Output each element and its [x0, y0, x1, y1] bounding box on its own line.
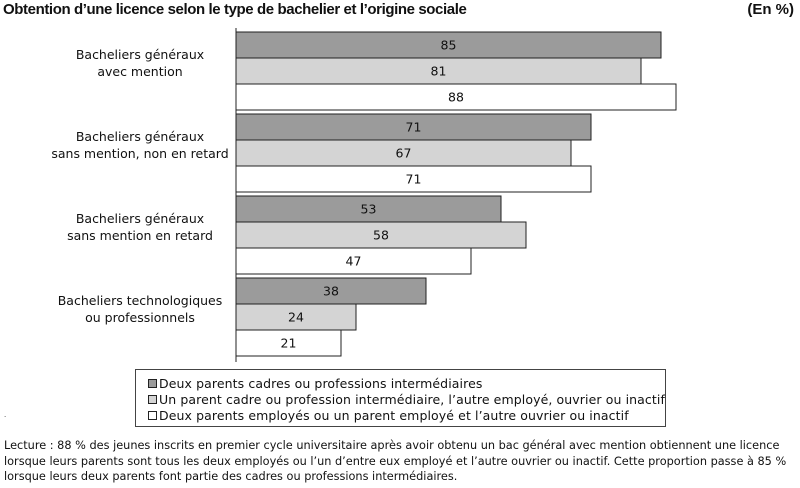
category-label: Bacheliers généraux — [75, 211, 205, 226]
bar-data-label: 53 — [360, 201, 377, 217]
bar-data-label: 24 — [288, 309, 304, 325]
legend-label-series-3: Deux parents employés ou un parent employé et l’autre ouvrier ou inactif — [159, 407, 629, 423]
chart-title: Obtention d’une licence selon le type de bachelier et l’origine sociale — [3, 1, 467, 18]
bar-data-label: 85 — [440, 37, 457, 53]
category-label: ou professionnels — [85, 310, 195, 325]
unit-label: (En %) — [747, 1, 794, 18]
category-label: sans mention en retard — [67, 228, 213, 243]
category-label: Bacheliers technologiques — [57, 293, 223, 308]
category-label: Bacheliers généraux — [75, 47, 205, 62]
bar-data-label: 81 — [430, 63, 447, 79]
category-label: Bacheliers généraux — [75, 129, 205, 144]
bar-data-label: 67 — [395, 145, 412, 161]
legend-item-series-2 — [148, 391, 665, 407]
bar-data-label: 58 — [373, 227, 389, 243]
legend — [135, 369, 666, 427]
legend-label-series-1: Deux parents cadres ou professions intermédiaires — [159, 375, 483, 391]
legend-swatch-series-2 — [148, 395, 157, 404]
legend-swatch-series-3 — [148, 411, 157, 420]
category-label: avec mention — [97, 64, 183, 79]
legend-swatch-series-1 — [148, 379, 157, 388]
bar-data-label: 47 — [345, 253, 362, 269]
bar-data-label: 71 — [405, 119, 422, 135]
category-label: sans mention, non en retard — [51, 146, 229, 161]
legend-item-series-1 — [148, 375, 665, 391]
bar-data-label: 88 — [448, 89, 464, 105]
legend-item-series-3 — [148, 407, 665, 423]
legend-label-series-2: Un parent cadre ou profession intermédiaire, l’autre employé, ouvrier ou inactif — [159, 391, 665, 407]
note-mark: . — [4, 410, 7, 419]
reading-note: Lecture : 88 % des jeunes inscrits en premier cycle universitaire après avoir obtenu un bac général avec mention obtiennent une licence lorsque leurs parents sont tous les deux employés ou l’un d’entre eux employé et l’autre ouvrier ou inactif. Cette proportion passe à 85 % lorsque leurs deux parents font partie des cadres ou professions intermédiaires. — [4, 439, 787, 483]
bar-data-label: 21 — [280, 335, 297, 351]
bar-data-label: 38 — [323, 283, 339, 299]
bar-data-label: 71 — [405, 171, 422, 187]
